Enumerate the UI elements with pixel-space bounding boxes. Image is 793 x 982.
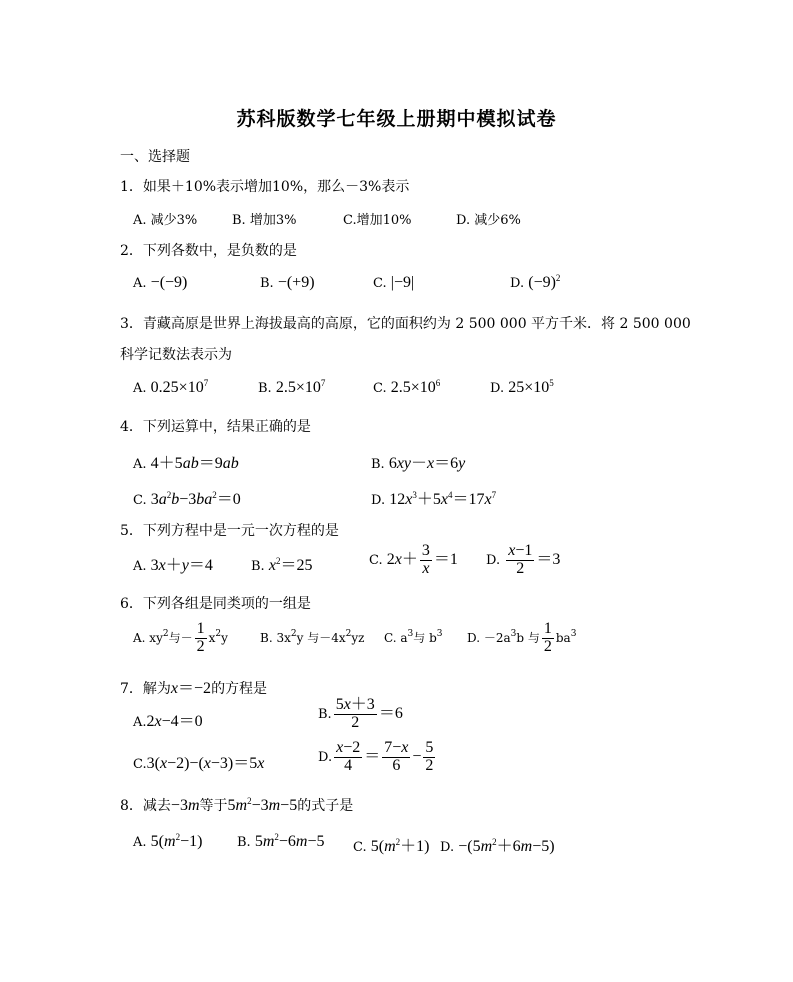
q1-option-b: B. 增加3% <box>232 213 297 228</box>
question-7-stem <box>120 675 267 698</box>
section-heading: 一、选择题 <box>120 149 190 165</box>
option-label: D. <box>318 749 333 765</box>
math-expression: 6xy－x＝6y <box>388 455 466 472</box>
option-label: A. <box>133 381 147 396</box>
q6-option-d: D. $-2a^3b$ 与 $\frac{1}{2}$ $ba^3$ <box>467 620 577 655</box>
q4-option-b <box>371 450 465 473</box>
fraction: $\frac{x-2}{4}$ <box>336 739 361 774</box>
q5-option-c <box>369 543 458 578</box>
option-label: B. <box>237 835 251 850</box>
q5-option-d <box>486 543 560 578</box>
q7-option-b <box>318 697 403 732</box>
option-label: B. <box>258 381 272 396</box>
math-expression: 2x−4＝0 <box>146 713 203 730</box>
power-base: 2.5×10 <box>275 379 321 396</box>
option-label: D. <box>490 381 505 396</box>
fraction: $\frac{5x+3}{2}$ <box>335 696 375 731</box>
math-expression <box>528 274 560 291</box>
option-label: D. <box>486 552 501 568</box>
question-4-stem: 4．下列运算中，结果正确的是 <box>120 419 311 435</box>
option-label: A. <box>133 630 146 645</box>
math-expression: $x^2=25$ <box>268 556 313 574</box>
option-label: C. <box>384 631 397 645</box>
option-label: C. <box>133 757 147 772</box>
math-expression: $5(m^2+1)$ <box>370 837 430 855</box>
math-expression <box>151 379 209 396</box>
option-label: A. <box>133 457 147 472</box>
fraction: $\frac{3}{x}$ <box>421 542 430 577</box>
power-base: 0.25×10 <box>150 379 204 396</box>
q8-option-c <box>353 833 430 856</box>
math-expression: x＝−2 <box>170 680 212 697</box>
q3-option-d <box>490 379 554 397</box>
q6-option-b: B. $3x^2y$ 与$-4x^2yz$ <box>260 629 365 645</box>
option-label: B. <box>260 276 274 291</box>
option-label: B. <box>318 706 332 722</box>
option-label: A. <box>133 715 147 730</box>
option-label: B. <box>260 631 273 645</box>
math-expression: −3m <box>170 797 200 814</box>
fraction: $\frac{1}{2}$ <box>196 620 205 655</box>
option-label: B. <box>251 559 265 574</box>
math-expression: −(+9) <box>277 274 315 291</box>
q2-option-d <box>510 274 560 292</box>
math-expression <box>508 379 554 396</box>
q5-option-b <box>251 552 312 575</box>
option-label: D. <box>510 276 525 291</box>
q3-option-a <box>133 379 208 397</box>
math-expression <box>276 379 326 396</box>
q3-option-b <box>258 379 325 397</box>
question-5-stem: 5．下列方程中是一元一次方程的是 <box>120 523 339 539</box>
math-expression: $12x^3+5x^4=17x^7$ <box>389 490 497 508</box>
stem-text: 的方程是 <box>211 681 268 697</box>
q1-option-d: D. 减少6% <box>456 213 521 228</box>
math-expression: 3(x−2)−(x−3)＝5x <box>146 755 265 772</box>
fraction: $\frac{1}{2}$ <box>543 620 552 655</box>
stem-text: 7．解为 <box>120 681 171 697</box>
option-label: C. <box>373 276 387 291</box>
option-label: A. <box>133 276 147 291</box>
q3-option-c <box>373 379 440 397</box>
option-label: C. <box>369 552 383 568</box>
power-base: (−9) <box>528 274 556 291</box>
option-label: C. <box>373 381 387 396</box>
q6-option-a: A. $xy^2$与－ $\frac{1}{2}$ $x^2y$ <box>133 620 228 655</box>
stem-text: 等于 <box>199 798 228 814</box>
q1-option-c: C.增加10% <box>343 213 412 228</box>
q7-option-d <box>318 740 437 775</box>
math-expression: 3x＋y＝4 <box>150 557 213 574</box>
option-label: D. <box>371 493 386 508</box>
q7-option-c <box>133 750 264 773</box>
q8-option-d <box>440 833 555 856</box>
math-expression: $\frac{5x+3}{2}$ ＝6 <box>335 696 403 731</box>
option-label: D. <box>440 840 455 855</box>
question-1-stem: 1．如果＋10%表示增加10%，那么－3%表示 <box>120 179 410 195</box>
exponent: 7 <box>320 378 326 388</box>
q1-option-a: A. 减少3% <box>133 213 198 228</box>
q2-option-a <box>133 274 187 292</box>
math-expression: |−9| <box>390 274 415 291</box>
option-label: D. <box>467 630 481 645</box>
exponent: 2 <box>555 273 561 283</box>
question-8-stem <box>120 795 353 815</box>
math-expression: 4＋5ab＝9ab <box>150 455 239 472</box>
math-expression: $3a^2b-3ba^2=0$ <box>150 490 241 508</box>
power-base: 2.5×10 <box>390 379 436 396</box>
q2-option-c <box>373 274 414 292</box>
option-label: C. <box>133 493 147 508</box>
math-expression: $\frac{x-2}{4}$ ＝ $\frac{7-x}{6}$ − $\frac{5}{2}$ <box>336 739 434 774</box>
q4-option-d <box>371 486 496 509</box>
math-expression: $5m^2-6m-5$ <box>254 832 325 850</box>
exponent: 7 <box>203 378 209 388</box>
math-expression: $-(5m^2+6m-5)$ <box>458 837 555 855</box>
fraction: $\frac{7-x}{6}$ <box>384 739 409 774</box>
question-3-stem-line-2: 科学记数法表示为 <box>120 347 232 363</box>
question-2-stem: 2．下列各数中，是负数的是 <box>120 243 297 259</box>
math-expression: $5m^2-3m-5$ <box>227 796 298 814</box>
math-expression: −(−9) <box>150 274 188 291</box>
stem-text: 8．减去 <box>120 798 171 814</box>
page-title: 苏科版数学七年级上册期中模拟试卷 <box>236 108 557 130</box>
stem-text: 的式子是 <box>297 798 354 814</box>
q7-option-a <box>133 708 203 731</box>
question-6-stem: 6．下列各组是同类项的一组是 <box>120 596 311 612</box>
math-expression: 2x＋ $\frac{3}{x}$ ＝1 <box>386 542 458 577</box>
q2-option-b <box>260 274 315 292</box>
math-expression: $5(m^2-1)$ <box>150 832 203 850</box>
option-label: C. <box>353 840 367 855</box>
exponent: 6 <box>435 378 441 388</box>
power-base: 25×10 <box>508 379 550 396</box>
math-expression <box>391 379 441 396</box>
question-3-stem-line-1: 3．青藏高原是世界上海拔最高的高原，它的面积约为 2 500 000 平方千米．将 2 500 000 <box>120 316 691 332</box>
q5-option-a <box>133 552 213 575</box>
fraction: $\frac{x-1}{2}$ <box>508 542 533 577</box>
q8-option-a <box>133 833 202 851</box>
q6-option-c: C. $a^3$与 $b^3$ <box>384 629 443 645</box>
q4-option-a <box>133 450 239 473</box>
option-label: B. <box>371 457 385 472</box>
math-expression: $\frac{x-1}{2}$ ＝3 <box>508 542 561 577</box>
exponent: 5 <box>549 378 554 388</box>
option-label: A. <box>133 835 147 850</box>
option-label: A. <box>133 559 147 574</box>
q8-option-b <box>237 833 325 851</box>
fraction: $\frac{5}{2}$ <box>425 739 434 774</box>
q4-option-c <box>133 486 241 509</box>
